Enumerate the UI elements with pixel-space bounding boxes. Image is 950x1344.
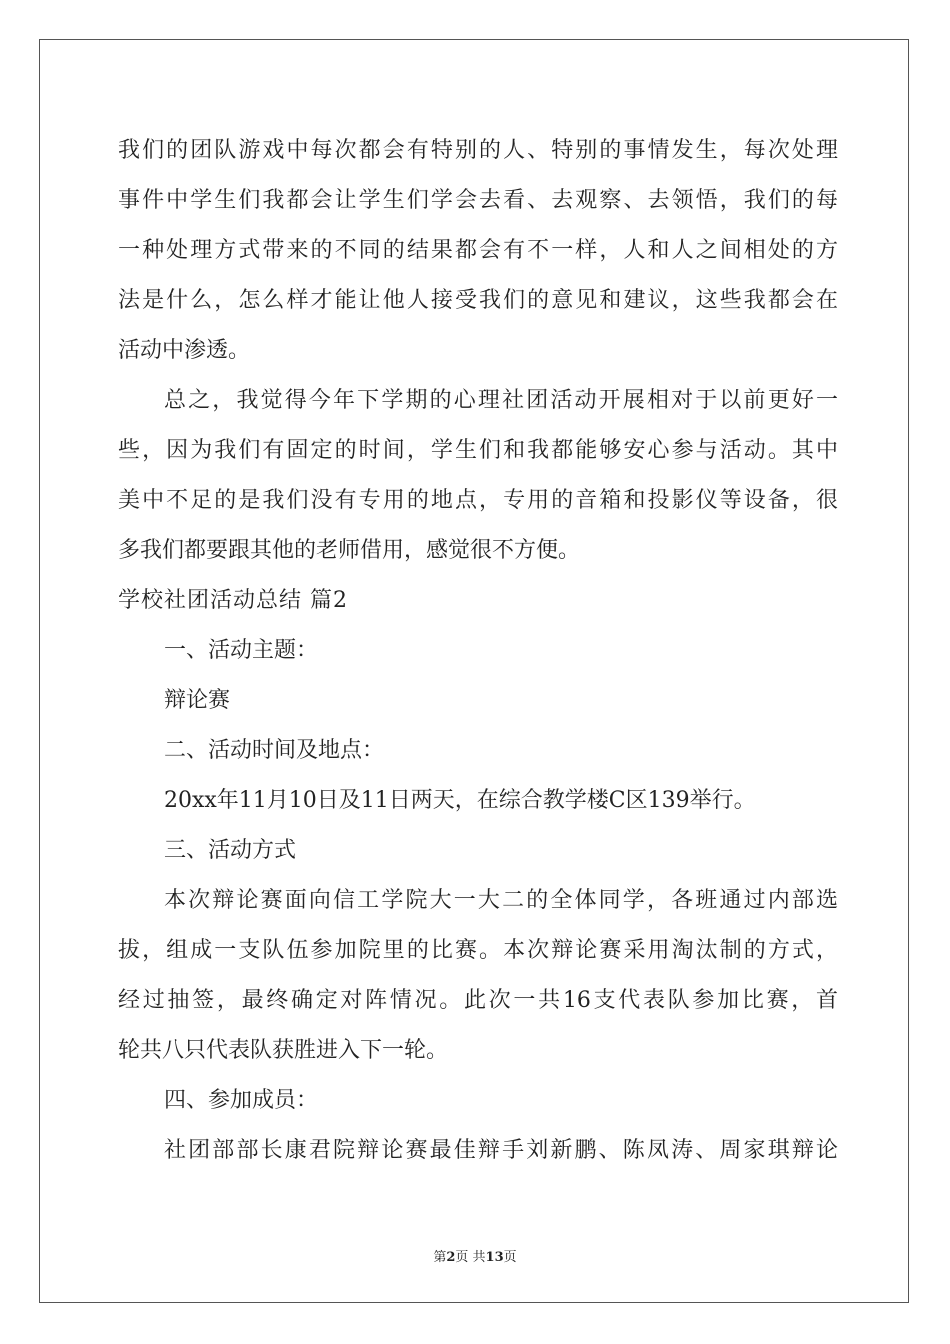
paragraph-line: 事件中学生们我都会让学生们学会去看、去观察、去领悟，我们的每 <box>118 188 838 213</box>
page-footer <box>0 1246 950 1265</box>
paragraph-line: 辩论赛 <box>164 688 231 713</box>
paragraph-line: 我们的团队游戏中每次都会有特别的人、特别的事情发生，每次处理 <box>118 138 838 163</box>
paragraph-line: 20xx年11月10日及11日两天，在综合教学楼C区139举行。 <box>164 788 756 813</box>
subheading: 二、活动时间及地点： <box>164 738 385 763</box>
paragraph-line: 一种处理方式带来的不同的结果都会有不一样，人和人之间相处的方 <box>118 238 838 263</box>
subheading: 四、参加成员： <box>164 1088 319 1113</box>
paragraph-line: 经过抽签，最终确定对阵情况。此次一共16支代表队参加比赛，首 <box>118 988 838 1013</box>
paragraph-line: 本次辩论赛面向信工学院大一大二的全体同学，各班通过内部选 <box>164 888 838 913</box>
paragraph-line: 拔，组成一支队伍参加院里的比赛。本次辩论赛采用淘汰制的方式， <box>118 938 838 963</box>
paragraph-line: 多我们都要跟其他的老师借用，感觉很不方便。 <box>118 538 581 563</box>
subheading: 三、活动方式 <box>164 838 297 863</box>
section-title: 学校社团活动总结 篇2 <box>118 588 348 613</box>
paragraph-line: 轮共八只代表队获胜进入下一轮。 <box>118 1038 449 1063</box>
paragraph-line: 法是什么，怎么样才能让他人接受我们的意见和建议，这些我都会在 <box>118 288 838 313</box>
page-suffix: 页 <box>503 1250 517 1265</box>
page-number: 2 <box>446 1250 456 1265</box>
page-total: 13 <box>485 1250 504 1265</box>
paragraph-line: 总之，我觉得今年下学期的心理社团活动开展相对于以前更好一 <box>164 388 838 413</box>
paragraph-line: 社团部部长康君院辩论赛最佳辩手刘新鹏、陈凤涛、周家琪辩论 <box>164 1138 838 1163</box>
subheading: 一、活动主题： <box>164 638 319 663</box>
paragraph-line: 美中不足的是我们没有专用的地点，专用的音箱和投影仪等设备，很 <box>118 488 838 513</box>
paragraph-line: 活动中渗透。 <box>118 338 251 363</box>
page-mid: 页 共 <box>455 1250 486 1265</box>
document-body <box>118 126 838 1176</box>
paragraph-line: 些，因为我们有固定的时间，学生们和我都能够安心参与活动。其中 <box>118 438 838 463</box>
page-prefix: 第 <box>433 1250 447 1265</box>
